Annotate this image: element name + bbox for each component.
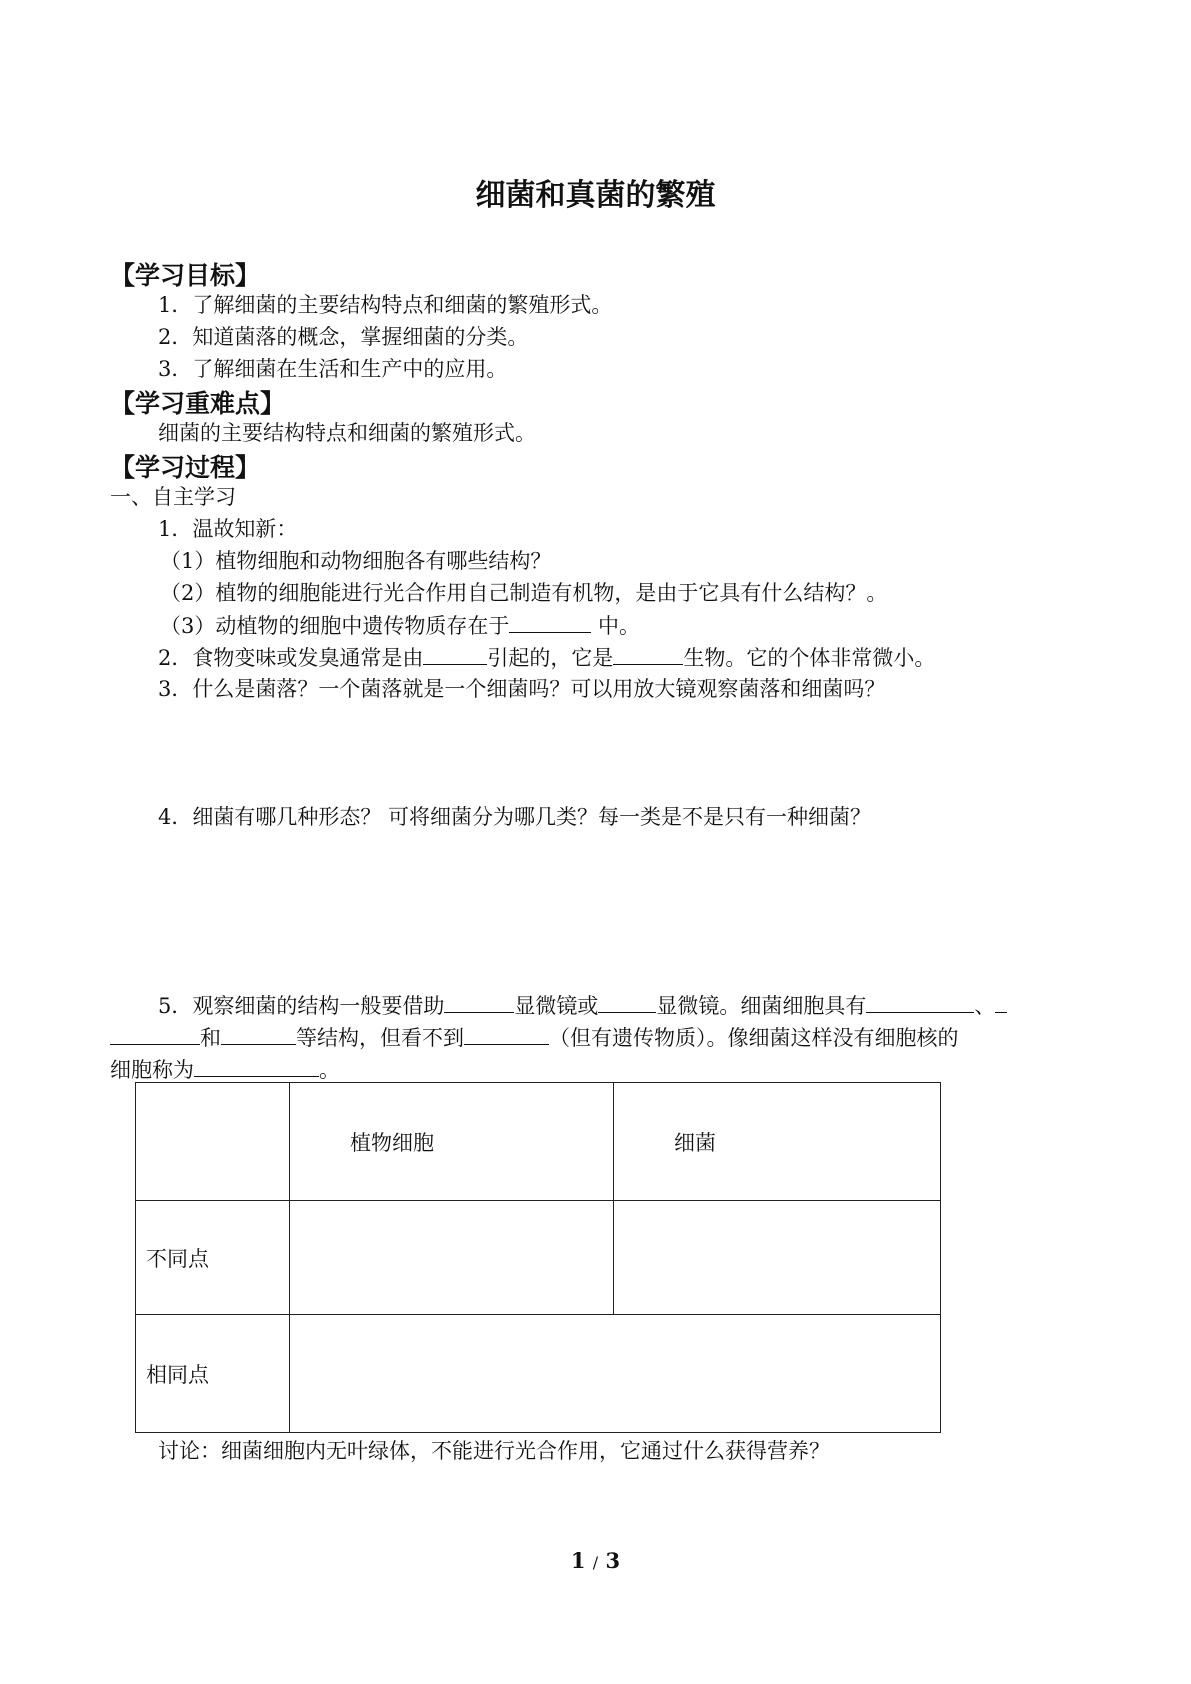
page-separator: / xyxy=(592,1553,599,1572)
objective-item-2: 2．知道菌落的概念，掌握细菌的分类。 xyxy=(158,325,529,349)
q1-sub3-before: （3）动植物的细胞中遗传物质存在于 xyxy=(160,614,510,638)
page-title: 细菌和真菌的繁殖 xyxy=(475,178,716,213)
process-heading: 【学习过程】 xyxy=(110,453,261,482)
blank-microscope-1[interactable] xyxy=(444,990,514,1013)
q5-line2 xyxy=(110,1022,959,1053)
blank-organism-type[interactable] xyxy=(613,642,683,665)
blank-structure-1[interactable] xyxy=(866,990,974,1013)
page-number xyxy=(0,1548,1191,1573)
q1-sub1: （1）植物细胞和动物细胞各有哪些结构？ xyxy=(160,549,552,573)
objective-item-3: 3．了解细菌在生活和生产中的应用。 xyxy=(158,357,508,381)
q5-line1-a: 5．观察细菌的结构一般要借助 xyxy=(158,994,445,1018)
blank-missing-structure[interactable] xyxy=(464,1022,549,1045)
header-bacteria: 细菌 xyxy=(614,1083,941,1201)
q1-sub3 xyxy=(160,610,640,641)
q5-line3 xyxy=(110,1054,340,1085)
q2 xyxy=(158,642,935,673)
table-row-similarities xyxy=(136,1315,941,1433)
blank-cell-type[interactable] xyxy=(194,1054,319,1077)
q5-line3-a: 细胞称为 xyxy=(110,1058,194,1082)
table-row-differences xyxy=(136,1201,941,1315)
q1-intro: 1．温故知新： xyxy=(158,517,298,541)
cell-similarities[interactable] xyxy=(290,1315,941,1433)
q2-part2: 引起的，它是 xyxy=(487,646,614,670)
table-corner-cell xyxy=(136,1083,290,1201)
q2-part3: 生物。它的个体非常微小。 xyxy=(683,646,936,670)
comparison-table xyxy=(135,1082,941,1433)
blank-structure-2[interactable] xyxy=(110,1022,200,1045)
q5-line1 xyxy=(158,990,1007,1021)
q4: 4．细菌有哪几种形态？ 可将细菌分为哪几类？每一类是不是只有一种细菌？ xyxy=(158,805,872,829)
row-label-similarities: 相同点 xyxy=(136,1315,290,1433)
q1-sub3-after: 中。 xyxy=(591,614,641,638)
blank-structure-3[interactable] xyxy=(221,1022,296,1045)
q5-line1-b: 显微镜或 xyxy=(514,994,599,1018)
total-pages: 3 xyxy=(605,1548,621,1573)
q5-line2-b: 等结构，但看不到 xyxy=(296,1026,464,1050)
current-page: 1 xyxy=(570,1548,586,1573)
blank-genetic-location[interactable] xyxy=(509,610,591,633)
key-points-heading: 【学习重难点】 xyxy=(110,389,286,418)
table-header-row xyxy=(136,1083,941,1201)
q5-line2-a: 和 xyxy=(200,1026,221,1050)
q2-part1: 2．食物变味或发臭通常是由 xyxy=(158,646,424,670)
discussion-question: 讨论：细菌细胞内无叶绿体，不能进行光合作用，它通过什么获得营养？ xyxy=(158,1439,830,1463)
header-plant-cell: 植物细胞 xyxy=(290,1083,614,1201)
q5-line1-d: 、 xyxy=(974,994,996,1018)
q5-line2-c: （但有遗传物质）。像细菌这样没有细胞核的 xyxy=(549,1026,959,1050)
row-label-differences: 不同点 xyxy=(136,1201,290,1315)
q1-sub2: （2）植物的细胞能进行光合作用自己制造有机物，是由于它具有什么结构？。 xyxy=(160,581,888,605)
blank-structure-2-start[interactable] xyxy=(995,990,1007,1013)
q5-line1-c: 显微镜。细菌细胞具有 xyxy=(656,994,867,1018)
cell-bacteria-differences[interactable] xyxy=(614,1201,941,1315)
cell-plant-differences[interactable] xyxy=(290,1201,614,1315)
q5-line3-b: 。 xyxy=(319,1058,340,1082)
objectives-heading: 【学习目标】 xyxy=(110,261,261,290)
blank-cause[interactable] xyxy=(423,642,487,665)
q3: 3．什么是菌落？一个菌落就是一个细菌吗？可以用放大镜观察菌落和细菌吗？ xyxy=(158,677,886,701)
objective-item-1: 1．了解细菌的主要结构特点和细菌的繁殖形式。 xyxy=(158,293,613,317)
blank-microscope-2[interactable] xyxy=(598,990,656,1013)
key-points-text: 细菌的主要结构特点和细菌的繁殖形式。 xyxy=(158,421,536,445)
section-self-study: 一、自主学习 xyxy=(110,485,236,509)
